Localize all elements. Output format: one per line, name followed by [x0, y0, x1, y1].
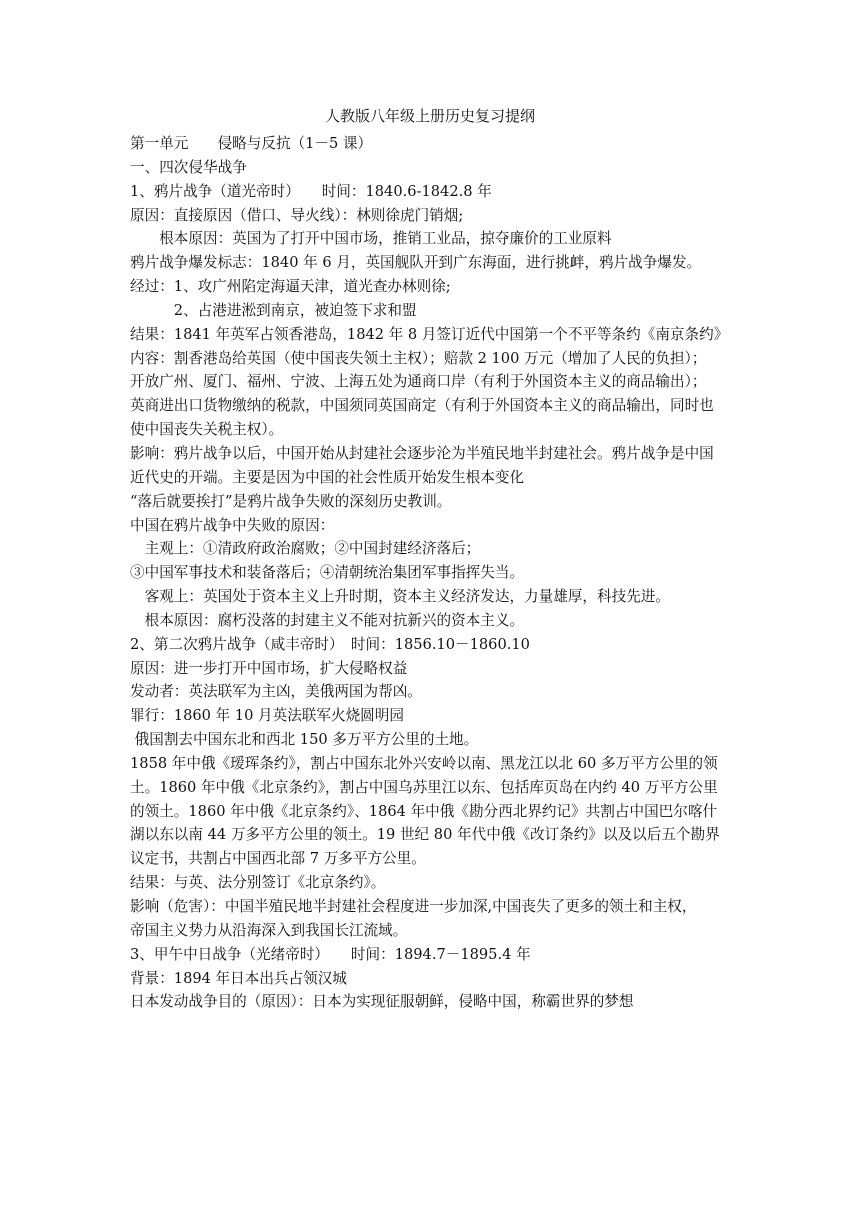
- text-line: 2、第二次鸦片战争（咸丰帝时） 时间：1856.10－1860.10: [130, 635, 530, 653]
- text-line: 土。1860 年中俄《北京条约》，割占中国乌苏里江以东、包括库页岛在内约 40 万平方公里: [130, 778, 718, 796]
- text-line: 背景：1894 年日本出兵占领汉城: [130, 969, 347, 987]
- text-line: 经过：1、攻广州陷定海逼天津，道光查办林则徐;: [130, 278, 451, 296]
- text-line: 一、四次侵华战争: [130, 158, 247, 176]
- text-line: 湖以东以南 44 万多平方公里的领土。19 世纪 80 年代中俄《改订条约》以及以后五个勘界: [130, 826, 720, 844]
- document-title: 人教版八年级上册历史复习提纲: [324, 107, 535, 125]
- text-line: 开放广州、厦门、福州、宁波、上海五处为通商口岸（有利于外国资本主义的商品输出）；: [130, 373, 707, 391]
- text-line: 近代史的开端。主要是因为中国的社会性质开始发生根本变化: [130, 468, 525, 486]
- text-line: 罪行：1860 年 10 月英法联军火烧圆明园: [130, 707, 404, 725]
- text-line: 1858 年中俄《瑷珲条约》，割占中国东北外兴安岭以南、黑龙江以北 60 多万平方公里的领: [130, 754, 718, 772]
- text-line: 结果：1841 年英军占领香港岛，1842 年 8 月签订近代中国第一个不平等条约《南京条约》: [130, 325, 729, 343]
- text-line: “落后就要挨打”是鸦片战争失败的深刻历史教训。: [130, 492, 452, 510]
- text-line: 结果：与英、法分别签订《北京条约》。: [130, 874, 386, 892]
- text-line: 中国在鸦片战争中失败的原因：: [130, 516, 335, 534]
- text-line: 帝国主义势力从沿海深入到我国长江流域。: [130, 921, 408, 939]
- text-line: 2、占港进淞到南京，被迫签下求和盟: [130, 301, 417, 319]
- text-line: 根本原因：腐朽没落的封建主义不能对抗新兴的资本主义。: [130, 611, 525, 629]
- text-line: 1、鸦片战争（道光帝时） 时间：1840.6-1842.8 年: [130, 182, 492, 200]
- text-line: 的领土。1860 年中俄《北京条约》、1864 年中俄《勘分西北界约记》共割占中国巴尔喀什: [130, 802, 718, 820]
- text-line: 俄国割去中国东北和西北 150 多万平方公里的土地。: [130, 731, 479, 749]
- text-line: 日本发动战争目的（原因）：日本为实现征服朝鲜，侵略中国，称霸世界的梦想: [130, 993, 634, 1011]
- text-line: 英商进出口货物缴纳的税款，中国须同英国商定（有利于外国资本主义的商品输出，同时也: [130, 397, 714, 415]
- text-line: 发动者：英法联军为主凶，美俄两国为帮凶。: [130, 683, 422, 701]
- text-line: 影响（危害）：中国半殖民地半封建社会程度进一步加深,中国丧失了更多的领土和主权，: [130, 898, 697, 915]
- text-line: 鸦片战争爆发标志：1840 年 6 月，英国舰队开到广东海面，进行挑衅，鸦片战争爆发。: [130, 254, 702, 272]
- text-line: 使中国丧失关税主权）。: [130, 421, 284, 439]
- text-line: 主观上：①清政府政治腐败；②中国封建经济落后；: [130, 540, 481, 558]
- text-line: 第一单元 侵略与反抗（1－5 课）: [130, 135, 373, 152]
- text-line: 原因：进一步打开中国市场，扩大侵略权益: [130, 659, 408, 677]
- text-line: 议定书，共割占中国西北部 7 万多平方公里。: [130, 850, 426, 868]
- text-line: 原因：直接原因（借口、导火线）：林则徐虎门销烟;: [130, 206, 464, 224]
- text-line: ③中国军事技术和装备落后；④清朝统治集团军事指挥失当。: [130, 564, 525, 582]
- document-body: [130, 132, 735, 1014]
- text-line: 客观上：英国处于资本主义上升时期，资本主义经济发达，力量雄厚，科技先进。: [130, 588, 670, 606]
- text-line: 根本原因：英国为了打开中国市场，推销工业品，掠夺廉价的工业原料: [130, 230, 612, 248]
- text-line: 3、甲午中日战争（光绪帝时） 时间：1894.7－1895.4 年: [130, 945, 531, 963]
- text-line: 内容：割香港岛给英国（使中国丧失领土主权）；赔款 2 100 万元（增加了人民的负担）；: [130, 349, 707, 367]
- text-line: 影响：鸦片战争以后，中国开始从封建社会逐步沦为半殖民地半封建社会。鸦片战争是中国: [130, 444, 714, 462]
